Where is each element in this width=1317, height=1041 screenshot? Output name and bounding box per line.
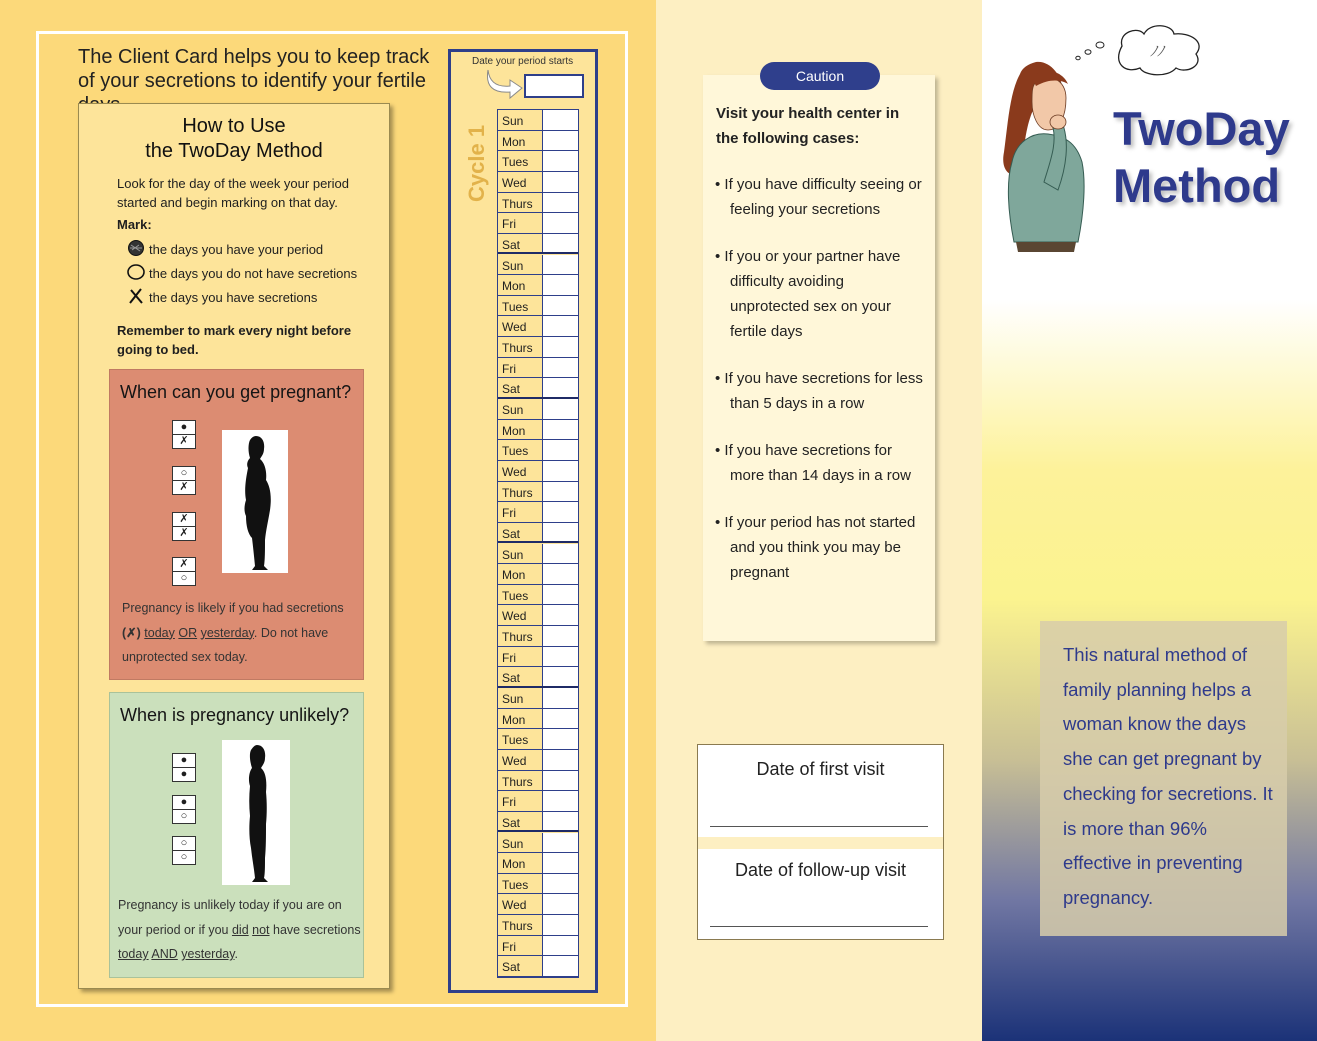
open-circle-icon [127, 264, 149, 283]
day-row [498, 853, 578, 874]
followup-visit-label: Date of follow-up visit [734, 860, 907, 880]
day-row [498, 667, 578, 688]
pregnancy-unlikely-box [109, 692, 364, 978]
day-label: Mon [502, 712, 526, 727]
day-label: Fri [502, 217, 516, 232]
mini-cell: ✗ [173, 558, 195, 572]
day-mark-cell[interactable] [542, 172, 578, 192]
day-label: Wed [502, 753, 527, 768]
first-visit-line[interactable] [710, 826, 928, 827]
day-mark-cell[interactable] [542, 647, 578, 667]
caution-item-text: If your period has not started and you think you may be pregnant [724, 514, 916, 581]
day-label: Thurs [502, 196, 533, 211]
caution-item-text: If you or your partner have difficulty avoiding unprotected sex on your fertile days [724, 248, 901, 340]
caution-item-text: If you have difficulty seeing or feeling your secretions [724, 176, 922, 218]
day-mark-cell[interactable] [542, 771, 578, 791]
day-row [498, 110, 578, 131]
day-row [498, 172, 578, 193]
unlikely-text-and: AND [151, 947, 178, 961]
day-label: Sat [502, 382, 521, 397]
day-row [498, 440, 578, 461]
pregnant-text-x: (✗) [122, 625, 141, 640]
brand-title-line1: TwoDay [1113, 102, 1290, 155]
unlikely-text-end: . [234, 947, 239, 961]
how-to-title-line1: How to Use [182, 115, 286, 137]
day-label: Tues [502, 444, 529, 459]
day-mark-cell[interactable] [542, 337, 578, 357]
unlikely-text-did: did [231, 922, 249, 937]
day-row [498, 399, 578, 420]
day-label: Tues [502, 733, 529, 748]
pregnant-text-today: today [144, 625, 175, 640]
pregnant-text-yesterday: yesterday [200, 625, 254, 640]
day-row [498, 502, 578, 523]
day-label: Fri [502, 795, 516, 810]
pregnant-silhouette [222, 430, 288, 573]
woman-silhouette [222, 740, 290, 885]
unlikely-text-yesterday: yesterday [181, 947, 235, 961]
unlikely-text-today: today [118, 947, 149, 961]
day-label: Mon [502, 568, 526, 583]
day-mark-cell[interactable] [542, 131, 578, 151]
day-mark-cell[interactable] [542, 853, 578, 873]
day-mark-cell[interactable] [542, 894, 578, 914]
day-mark-cell[interactable] [542, 750, 578, 770]
day-label: Sun [502, 403, 524, 417]
day-mark-cell[interactable] [542, 213, 578, 233]
day-label: Thurs [502, 774, 533, 789]
how-to-card [78, 103, 390, 989]
day-row [498, 791, 578, 812]
day-row [498, 709, 578, 730]
day-label: Mon [502, 857, 526, 872]
day-mark-cell[interactable] [542, 791, 578, 811]
legend-period-text: the days you have your period [149, 241, 324, 257]
how-to-title-line2: the TwoDay Method [145, 140, 323, 162]
mini-cell: ○ [180, 810, 188, 822]
day-row [498, 833, 578, 854]
day-row [498, 151, 578, 172]
day-mark-cell[interactable] [542, 605, 578, 625]
day-mark-cell[interactable] [542, 812, 578, 831]
cycle-label-text: Cycle 1 [464, 124, 489, 202]
day-mark-cell[interactable] [542, 564, 578, 584]
how-to-title [79, 114, 389, 164]
mini-cell: ● [173, 796, 195, 810]
day-mark-cell[interactable] [542, 833, 578, 853]
date-starts-label: Date your period starts [472, 56, 574, 67]
day-mark-cell[interactable] [542, 915, 578, 935]
day-label: Sun [502, 692, 524, 706]
legend-period [127, 239, 323, 259]
day-row [498, 296, 578, 317]
day-row [498, 564, 578, 585]
followup-visit-line[interactable] [710, 926, 928, 927]
curved-arrow-icon [484, 66, 526, 102]
day-mark-cell[interactable] [542, 502, 578, 522]
day-label: Thurs [502, 630, 533, 645]
day-row [498, 461, 578, 482]
brand-title [1113, 100, 1290, 214]
day-label: Fri [502, 361, 516, 376]
day-label: Sun [502, 258, 524, 273]
day-row [498, 131, 578, 152]
pregnant-text-a: Pregnancy is likely if you had secretions [122, 601, 344, 615]
day-row [498, 626, 578, 647]
mini-cell: ✗ [179, 481, 189, 493]
legend-no-secretions [127, 263, 357, 283]
caution-item: • If your period has not started and you think you may be pregnant [715, 514, 916, 581]
visit-separator [698, 837, 943, 849]
day-mark-cell[interactable] [542, 316, 578, 336]
remember-note: Remember to mark every night before going to bed. [117, 323, 352, 357]
day-row [498, 213, 578, 234]
day-row [498, 378, 578, 399]
day-label: Tues [502, 155, 529, 170]
mini-cell: ● [173, 421, 195, 435]
day-mark-cell[interactable] [542, 358, 578, 378]
day-label: Fri [502, 506, 516, 521]
brand-title-line2: Method [1113, 159, 1281, 212]
mini-cell: ○ [173, 467, 195, 481]
day-mark-cell[interactable] [542, 440, 578, 460]
day-mark-cell[interactable] [542, 296, 578, 316]
description-text: This natural method of family planning helps a woman know the days she can get pregnant by checking for secretions. It is more than 96% effective in preventing pregnancy. [1063, 644, 1273, 908]
how-to-instruction: Look for the day of the week your period started and begin marking on that day. [117, 176, 349, 210]
day-label: Tues [502, 299, 529, 314]
day-label: Sat [502, 960, 521, 975]
mini-card-6 [172, 795, 196, 824]
legend-secretions [127, 287, 317, 307]
day-label: Sat [502, 237, 521, 252]
can-get-pregnant-box [109, 369, 364, 680]
can-get-pregnant-text [122, 596, 354, 670]
day-mark-cell[interactable] [542, 151, 578, 171]
day-row [498, 193, 578, 214]
day-row [498, 936, 578, 957]
period-start-date-input[interactable] [524, 74, 584, 98]
thought-text: ﾉﾉ [1150, 43, 1164, 59]
first-visit-label: Date of first visit [756, 759, 885, 779]
day-mark-cell[interactable] [542, 378, 578, 397]
day-row [498, 420, 578, 441]
caution-item: • If you have secretions for more than 14 days in a row [715, 442, 911, 484]
day-row [498, 316, 578, 337]
pregnant-text-b: . Do not have unprotected sex today. [122, 625, 329, 664]
day-label: Tues [502, 877, 529, 892]
day-label: Sun [502, 836, 524, 851]
day-mark-cell[interactable] [542, 110, 578, 130]
day-mark-cell[interactable] [542, 585, 578, 605]
caution-heading: Visit your health center in the following cases: [716, 105, 900, 147]
day-row [498, 647, 578, 668]
day-row [498, 585, 578, 606]
day-row [498, 688, 578, 709]
caution-item-text: If you have secretions for more than 14 days in a row [724, 442, 911, 484]
day-mark-cell[interactable] [542, 544, 578, 564]
mini-cell: ○ [180, 572, 188, 584]
day-label: Wed [502, 609, 527, 624]
mini-cell: ○ [180, 851, 188, 863]
day-row [498, 544, 578, 565]
day-label: Thurs [502, 341, 533, 356]
day-mark-cell[interactable] [542, 193, 578, 213]
mini-cell: ✗ [179, 435, 189, 447]
unlikely-text-b: have secretions [273, 922, 361, 937]
day-label: Sun [502, 114, 524, 128]
day-mark-cell[interactable] [542, 461, 578, 481]
day-label: Wed [502, 320, 527, 335]
day-label: Fri [502, 650, 516, 665]
legend-no-secretions-text: the days you do not have secretions [149, 265, 358, 281]
caution-badge: Caution [760, 62, 880, 90]
day-label: Thurs [502, 485, 533, 500]
day-mark-cell[interactable] [542, 234, 578, 253]
day-mark-cell[interactable] [542, 399, 578, 419]
day-label: Sat [502, 526, 521, 541]
day-row [498, 729, 578, 750]
day-label: Tues [502, 588, 529, 603]
mini-card-3 [172, 512, 196, 541]
mini-card-4 [172, 557, 196, 586]
day-mark-cell[interactable] [542, 667, 578, 686]
mini-card-1 [172, 420, 196, 449]
intro-text: The Client Card helps you to keep track of your secretions to identify your fertile [78, 46, 430, 92]
day-row [498, 358, 578, 379]
unlikely-text-not: not [252, 922, 270, 937]
day-mark-cell[interactable] [542, 936, 578, 956]
day-mark-cell[interactable] [542, 688, 578, 708]
day-row [498, 337, 578, 358]
mini-cell: ○ [173, 837, 195, 851]
day-label: Wed [502, 898, 527, 913]
mini-cell: ✗ [173, 513, 195, 527]
day-mark-cell[interactable] [542, 255, 578, 275]
pregnant-text-or: OR [178, 625, 198, 640]
day-row [498, 275, 578, 296]
day-mark-cell[interactable] [542, 729, 578, 749]
day-mark-cell[interactable] [542, 874, 578, 894]
day-label: Wed [502, 175, 527, 190]
day-label: Mon [502, 423, 526, 438]
day-row [498, 812, 578, 833]
day-mark-cell[interactable] [542, 275, 578, 295]
mini-card-2 [172, 466, 196, 495]
mini-card-7 [172, 836, 196, 865]
day-row [498, 750, 578, 771]
mini-cell: ● [180, 768, 188, 780]
day-row [498, 605, 578, 626]
day-label: Thurs [502, 919, 533, 934]
day-row [498, 956, 578, 977]
day-mark-cell[interactable] [542, 709, 578, 729]
caution-list [715, 172, 927, 607]
mini-card-5 [172, 753, 196, 782]
day-label: Mon [502, 134, 526, 149]
caution-box [703, 75, 935, 641]
day-label: Sun [502, 547, 524, 562]
day-label: Fri [502, 939, 516, 954]
day-label: Wed [502, 464, 527, 479]
day-row [498, 894, 578, 915]
day-grid [497, 109, 579, 978]
day-row [498, 523, 578, 544]
day-label: Sat [502, 671, 521, 686]
description-box [1040, 621, 1287, 936]
day-mark-cell[interactable] [542, 626, 578, 646]
x-mark-icon [127, 287, 149, 308]
unlikely-text-a: Pregnancy is unlikely today if you are on your period or if you [118, 898, 342, 937]
caution-item: • If you have difficulty seeing or feeling your secretions [715, 176, 922, 218]
day-row [498, 482, 578, 503]
mark-label: Mark: [117, 217, 152, 232]
caution-item-text: If you have secretions for less than 5 days in a row [724, 370, 923, 412]
pregnancy-unlikely-title: When is pregnancy unlikely? [120, 705, 350, 725]
day-mark-cell[interactable] [542, 482, 578, 502]
day-row [498, 255, 578, 276]
day-row [498, 915, 578, 936]
cycle-label [462, 108, 492, 208]
day-mark-cell[interactable] [542, 523, 578, 542]
day-label: Sat [502, 815, 521, 830]
legend-secretions-text: the days you have secretions [149, 289, 318, 305]
can-get-pregnant-title: When can you get pregnant? [120, 382, 352, 402]
visit-dates-box [697, 744, 944, 940]
day-mark-cell[interactable] [542, 420, 578, 440]
pregnancy-unlikely-text [118, 893, 364, 967]
day-row [498, 771, 578, 792]
caution-item: • If you have secretions for less than 5 days in a row [715, 370, 923, 412]
day-row [498, 874, 578, 895]
day-mark-cell[interactable] [542, 956, 578, 976]
mini-cell: ✗ [179, 527, 189, 539]
caution-item: • If you or your partner have difficulty avoiding unprotected sex on your fertile days [715, 248, 901, 340]
filled-circle-icon [127, 240, 149, 259]
day-label: Mon [502, 279, 526, 294]
day-row [498, 234, 578, 255]
mini-cell: ● [173, 754, 195, 768]
